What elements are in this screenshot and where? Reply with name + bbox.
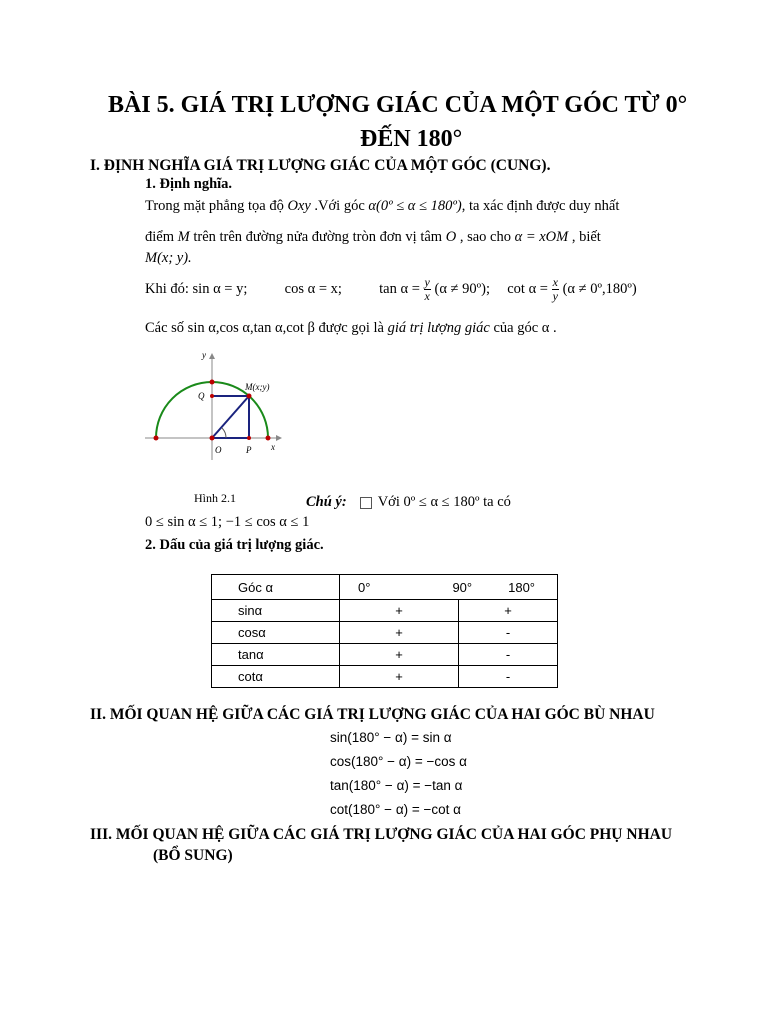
sign-table-header [212,575,558,600]
point-top [210,380,215,385]
label-M: M(x;y) [245,382,270,392]
header-90deg: 90° [452,579,473,595]
definition-paragraph-line2: điểm M trên trên đường nửa đường tròn đơn vị tâm O , sao cho α = xOM , biết [145,229,601,245]
radius-OM [212,396,249,438]
row-sign-first: + [340,622,459,644]
unit-circle-figure [140,345,290,465]
header-0deg: 0° [358,579,371,595]
row-sign-second: - [459,666,558,688]
definition-paragraph-line3: M(x; y). [145,250,192,266]
cot-def: cot α = $\frac{x}{y}$ (α ≠ 0º,180º) [507,275,637,303]
checkbox-bullet-icon [360,497,372,509]
label-P: P [246,445,252,455]
note-inequalities: 0 ≤ sin α ≤ 1; −1 ≤ cos α ≤ 1 [145,514,310,530]
point-Q [210,394,214,398]
formula-sin: sin(180° − α) = sin α [330,730,452,745]
sin-def: Khi đó: sin α = y; [145,280,248,297]
definition-paragraph-line1: Trong mặt phẳng tọa độ Oxy .Với góc α(0º ≤ α ≤ 180º), ta xác định được duy nhất [145,198,620,214]
row-function: cotα [212,666,340,688]
point-P [247,436,251,440]
row-sign-first: + [340,666,459,688]
row-function: tanα [212,644,340,666]
angle-arc [222,428,226,438]
formula-tan: tan(180° − α) = −tan α [330,778,463,793]
section3-heading-line2: (BỔ SUNG) [153,847,233,864]
section2-heading: II. MỐI QUAN HỆ GIỮA CÁC GIÁ TRỊ LƯỢNG GIÁC CỦA HAI GÓC BÙ NHAU [90,706,655,723]
page-title-line2: ĐẾN 180° [360,126,463,152]
row-function: sinα [212,600,340,622]
table-row [212,600,558,622]
x-axis-arrow [276,435,282,441]
subsection-definition: 1. Định nghĩa. [145,176,233,192]
label-x: x [271,442,275,452]
cos-def: cos α = x; [284,280,342,297]
section3-heading: III. MỐI QUAN HỆ GIỮA CÁC GIÁ TRỊ LƯỢNG GIÁC CỦA HAI GÓC PHỤ NHAU [90,826,673,843]
row-function: cosα [212,622,340,644]
y-axis-arrow [209,353,215,359]
header-angle: Góc α [212,575,340,600]
sign-table [211,574,558,688]
header-degrees [340,575,558,600]
table-row [212,644,558,666]
row-sign-first: + [340,600,459,622]
section1-heading: I. ĐỊNH NGHĨA GIÁ TRỊ LƯỢNG GIÁC CỦA MỘT GÓC (CUNG). [90,157,551,174]
label-y: y [202,350,206,360]
point-left [154,436,159,441]
point-O [210,436,215,441]
figure-caption: Hình 2.1 [194,491,236,505]
point-right [266,436,271,441]
formula-cot: cot(180° − α) = −cot α [330,802,461,817]
label-O: O [215,445,222,455]
row-sign-second: - [459,644,558,666]
row-sign-first: + [340,644,459,666]
label-Q: Q [198,391,205,401]
row-sign-second: + [459,600,558,622]
row-sign-second: - [459,622,558,644]
note: Chú ý: Với 0º ≤ α ≤ 180º ta có [306,494,511,510]
subsection-signs: 2. Dấu của giá trị lượng giác. [145,537,324,553]
table-row [212,622,558,644]
formula-cos: cos(180° − α) = −cos α [330,754,467,769]
tan-def: tan α = $\frac{y}{x}$ (α ≠ 90º); [379,275,490,303]
header-180deg: 180° [508,579,535,595]
table-row [212,666,558,688]
trig-definitions [145,276,637,303]
trig-values-sentence: Các số sin α,cos α,tan α,cot β được gọi là giá trị lượng giác của góc α . [145,320,557,336]
point-M [247,394,252,399]
page-title-line1: BÀI 5. GIÁ TRỊ LƯỢNG GIÁC CỦA MỘT GÓC TỪ 0° [108,92,688,118]
